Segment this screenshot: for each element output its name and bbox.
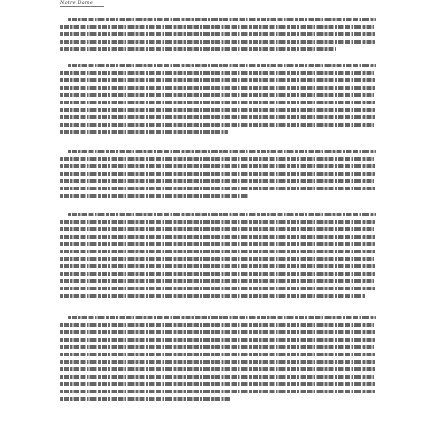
text-line-ink — [60, 25, 374, 29]
paragraph-1 — [60, 16, 376, 53]
text-line — [60, 233, 376, 240]
text-line-ink — [68, 213, 376, 217]
paragraph-5 — [60, 314, 376, 403]
text-line — [60, 31, 376, 38]
text-line — [60, 388, 376, 395]
text-line-ink — [60, 353, 376, 357]
text-line — [60, 314, 376, 321]
text-line — [60, 395, 376, 402]
text-line-ink — [60, 338, 375, 342]
text-line — [60, 148, 376, 155]
text-line — [60, 336, 376, 343]
text-line-ink — [60, 250, 376, 254]
text-line-ink — [60, 287, 376, 291]
text-line-ink — [60, 242, 375, 246]
text-line-ink — [60, 157, 374, 161]
text-line — [60, 344, 376, 351]
text-line — [60, 366, 376, 373]
text-line-ink — [60, 272, 375, 276]
text-line — [60, 170, 376, 177]
text-line — [60, 38, 376, 45]
text-line-ink — [60, 367, 376, 371]
text-line-ink — [60, 78, 375, 82]
text-line-ink — [60, 323, 374, 327]
text-line — [60, 23, 376, 30]
text-line-ink — [60, 86, 376, 90]
text-line — [60, 84, 376, 91]
text-line-ink — [60, 172, 375, 176]
text-line-ink — [60, 123, 374, 127]
text-line-ink — [60, 220, 375, 224]
text-line-ink — [60, 264, 376, 268]
text-line-ink — [60, 279, 374, 283]
text-line-ink — [60, 397, 230, 401]
text-line-ink — [60, 257, 374, 261]
text-line — [60, 373, 376, 380]
text-line-ink — [60, 345, 374, 349]
text-line — [60, 351, 376, 358]
text-line — [60, 62, 376, 69]
text-line — [60, 106, 376, 113]
text-line — [60, 121, 376, 128]
text-line-ink — [60, 375, 374, 379]
text-line-ink — [68, 150, 376, 154]
text-line-ink — [60, 360, 375, 364]
text-line — [60, 278, 376, 285]
text-line — [60, 226, 376, 233]
text-line — [60, 185, 376, 192]
text-line — [60, 69, 376, 76]
text-line-ink — [60, 330, 376, 334]
text-line-ink — [60, 164, 376, 168]
text-line — [60, 218, 376, 225]
text-line-ink — [60, 130, 228, 134]
text-line-ink — [60, 227, 374, 231]
text-line-ink — [68, 64, 376, 68]
text-line-ink — [60, 194, 248, 198]
text-line — [60, 155, 376, 162]
text-line-ink — [60, 115, 376, 119]
text-line-ink — [60, 235, 376, 239]
text-line-ink — [60, 179, 374, 183]
text-line-ink — [60, 382, 376, 386]
text-line-ink — [60, 32, 376, 36]
running-header: Notre Dame — [60, 0, 94, 6]
text-line — [60, 255, 376, 262]
header-rule — [60, 6, 104, 7]
text-line — [60, 211, 376, 218]
text-line — [60, 292, 376, 299]
paragraph-2 — [60, 62, 376, 136]
text-line — [60, 285, 376, 292]
text-line-ink — [60, 40, 375, 44]
text-line — [60, 381, 376, 388]
text-line — [60, 92, 376, 99]
text-line — [60, 248, 376, 255]
text-line-ink — [68, 316, 376, 320]
text-line-ink — [68, 18, 376, 22]
paragraph-3 — [60, 148, 376, 200]
text-line-ink — [60, 93, 374, 97]
text-line-ink — [60, 390, 375, 394]
paragraph-4 — [60, 211, 376, 300]
text-line — [60, 358, 376, 365]
text-line — [60, 321, 376, 328]
text-line — [60, 241, 376, 248]
text-line-ink — [60, 108, 375, 112]
text-line-ink — [60, 47, 336, 51]
text-line — [60, 46, 376, 53]
text-line — [60, 329, 376, 336]
text-line — [60, 99, 376, 106]
text-line — [60, 263, 376, 270]
text-line — [60, 270, 376, 277]
text-line — [60, 114, 376, 121]
text-line — [60, 178, 376, 185]
text-line-ink — [60, 71, 374, 75]
text-line — [60, 163, 376, 170]
text-line — [60, 77, 376, 84]
text-line — [60, 16, 376, 23]
text-line-ink — [60, 187, 376, 191]
text-line — [60, 192, 376, 199]
text-line — [60, 129, 376, 136]
text-line-ink — [60, 101, 376, 105]
text-line-ink — [60, 294, 365, 298]
